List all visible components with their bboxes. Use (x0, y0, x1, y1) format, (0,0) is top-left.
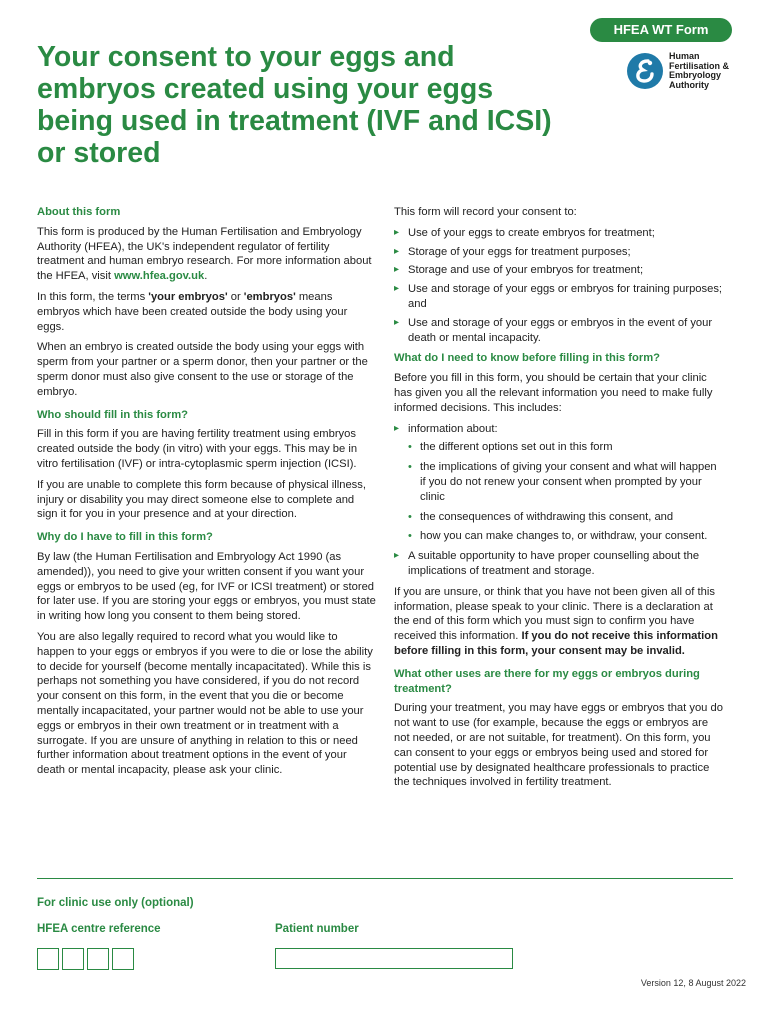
centre-reference-digit-box[interactable] (37, 948, 59, 970)
hfea-logo (626, 52, 746, 92)
about-paragraph-1: This form is produced by the Human Fertilisation and Embryology Authority (HFEA), the UK's independent regulator of fertility treatment and human embryo research. For more information about the HFEA, visit www.hfea.gov.uk. (37, 225, 372, 283)
info-subitem: • how you can make changes to, or withdraw, your consent. (408, 529, 724, 544)
right-column (394, 205, 724, 796)
hfea-website-link[interactable]: www.hfea.gov.uk (114, 270, 205, 283)
patient-number-label: Patient number (275, 923, 359, 935)
logo-line: Authority (669, 79, 709, 90)
consent-list (394, 226, 724, 346)
left-column (37, 205, 377, 784)
know-list (394, 422, 724, 579)
centre-reference-digit-box[interactable] (112, 948, 134, 970)
logo-wordmark (669, 52, 729, 90)
why-heading: Why do I have to fill in this form? (37, 531, 213, 544)
consent-item: ▸ Use and storage of your eggs or embryos for training purposes; and (394, 282, 724, 312)
info-subitem: • the consequences of withdrawing this consent, and (408, 510, 724, 525)
hfea-logo-icon (626, 52, 664, 90)
terms-text-end: means embryos which have been created outside the body using your eggs. (37, 290, 348, 333)
why-paragraph-2: You are also legally required to record what you would like to happen to your eggs or embryos if you were to die or lose the ability to decide for yourself (become mentally incapacitated). While this is perhaps not something you have considered, if you do not record your consent on this form, in the event that you die or become mentally incapacitated, your partner would not be able to use your eggs or embryos in their own treatment or in treatment with a surrogate. If you are unsure of anything in relation to this or need further information about treatment options in the event of your death or mental incapacity, please ask your clinic. (37, 630, 373, 777)
centre-reference-digit-box[interactable] (87, 948, 109, 970)
logo-line: Embryology (669, 70, 722, 80)
terms-text: In this form, the terms (37, 290, 149, 303)
know-heading: What do I need to know before filling in this form? (394, 352, 661, 365)
info-about-label: information about: (408, 422, 498, 435)
about-paragraph-3: When an embryo is created outside the body using your eggs with sperm from your partner or a sperm donor, then your partner or the sperm donor must also give consent to the use or storage of the embryo. (37, 341, 368, 398)
info-sublist (408, 440, 724, 544)
section-divider (37, 878, 733, 879)
patient-number-field[interactable] (275, 948, 513, 969)
info-subitem: • the implications of giving your consent and what will happen if you do not renew your consent when prompted by your clinic (408, 460, 724, 504)
form-badge: HFEA WT Form (590, 18, 732, 42)
invalid-consent-warning: If you do not receive this information before filling in this form, your consent may be invalid. (394, 630, 718, 657)
info-about-item (394, 422, 724, 545)
info-subitem: • the different options set out in this form (408, 440, 724, 455)
term-your-embryos: 'your embryos' (148, 290, 228, 303)
logo-line: Fertilisation & (669, 60, 730, 71)
other-uses-paragraph: During your treatment, you may have eggs or embryos that you do not want to use (for example, because the eggs or embryos are not needed, or are not suitable, for treatment). On this form, you can consent to your eggs or embryos being used and stored for potential use by designated healthcare professionals to practice the techniques involved in fertility treatment. (394, 702, 723, 789)
who-heading: Who should fill in this form? (37, 408, 189, 421)
terms-or: or (227, 290, 244, 303)
logo-line: Human (669, 51, 700, 61)
about-text: This form is produced by the Human Fertilisation and Embryology Authority (HFEA), the UK's independent regulator of fertility treatment and human embryo research. For more information about the HFEA, visit (37, 225, 372, 283)
centre-reference-label: HFEA centre reference (37, 923, 161, 935)
term-embryos: 'embryos' (243, 290, 296, 303)
about-paragraph-2 (37, 290, 377, 334)
version-text: Version 12, 8 August 2022 (640, 978, 746, 988)
counselling-item: ▸ A suitable opportunity to have proper counselling about the implications of treatment and storage. (394, 549, 724, 579)
centre-reference-boxes (37, 948, 137, 970)
why-paragraph-1: By law (the Human Fertilisation and Embryology Act 1990 (as amended)), you need to give your written consent if you want your eggs or embryos to be used (eg, for IVF or ICSI treatment) or stored for later use. If you are storing your eggs or embryos, you must state in writing how long you consent to them being stored. (37, 550, 376, 623)
unsure-paragraph (394, 585, 724, 659)
other-uses-heading: What other uses are there for my eggs or embryos during treatment? (394, 667, 700, 695)
consent-item: ▸ Use of your eggs to create embryos for treatment; (394, 226, 724, 241)
centre-reference-digit-box[interactable] (62, 948, 84, 970)
know-paragraph: Before you fill in this form, you should be certain that your clinic has given you all the relevant information you need to make fully informed decisions. This includes: (394, 372, 713, 414)
consent-intro: This form will record your consent to: (394, 206, 577, 218)
consent-item: ▸ Storage and use of your embryos for treatment; (394, 263, 724, 278)
about-heading: About this form (37, 206, 121, 218)
page-title: Your consent to your eggs and embryos created using your eggs being used in treatment (IVF and ICSI) or stored (37, 41, 552, 169)
consent-item: ▸ Storage of your eggs for treatment purposes; (394, 245, 724, 260)
consent-item: ▸ Use and storage of your eggs or embryos in the event of your death or mental incapacity. (394, 316, 724, 346)
who-paragraph-2: If you are unable to complete this form because of physical illness, injury or disability you may direct someone else to complete and sign it for you in your presence and at your direction. (37, 478, 366, 521)
clinic-use-heading: For clinic use only (optional) (37, 897, 194, 909)
who-paragraph-1: Fill in this form if you are having fertility treatment using embryos created outside the body (in vitro) with your eggs. This may be in vitro fertilisation (IVF) or intra-cytoplasmic sperm injection (ICSI). (37, 428, 358, 470)
unsure-text: If you are unsure, or think that you have not been given all of this information, please speak to your clinic. There is a declaration at the end of this form which you must sign to confirm you have received this information. (394, 585, 715, 643)
